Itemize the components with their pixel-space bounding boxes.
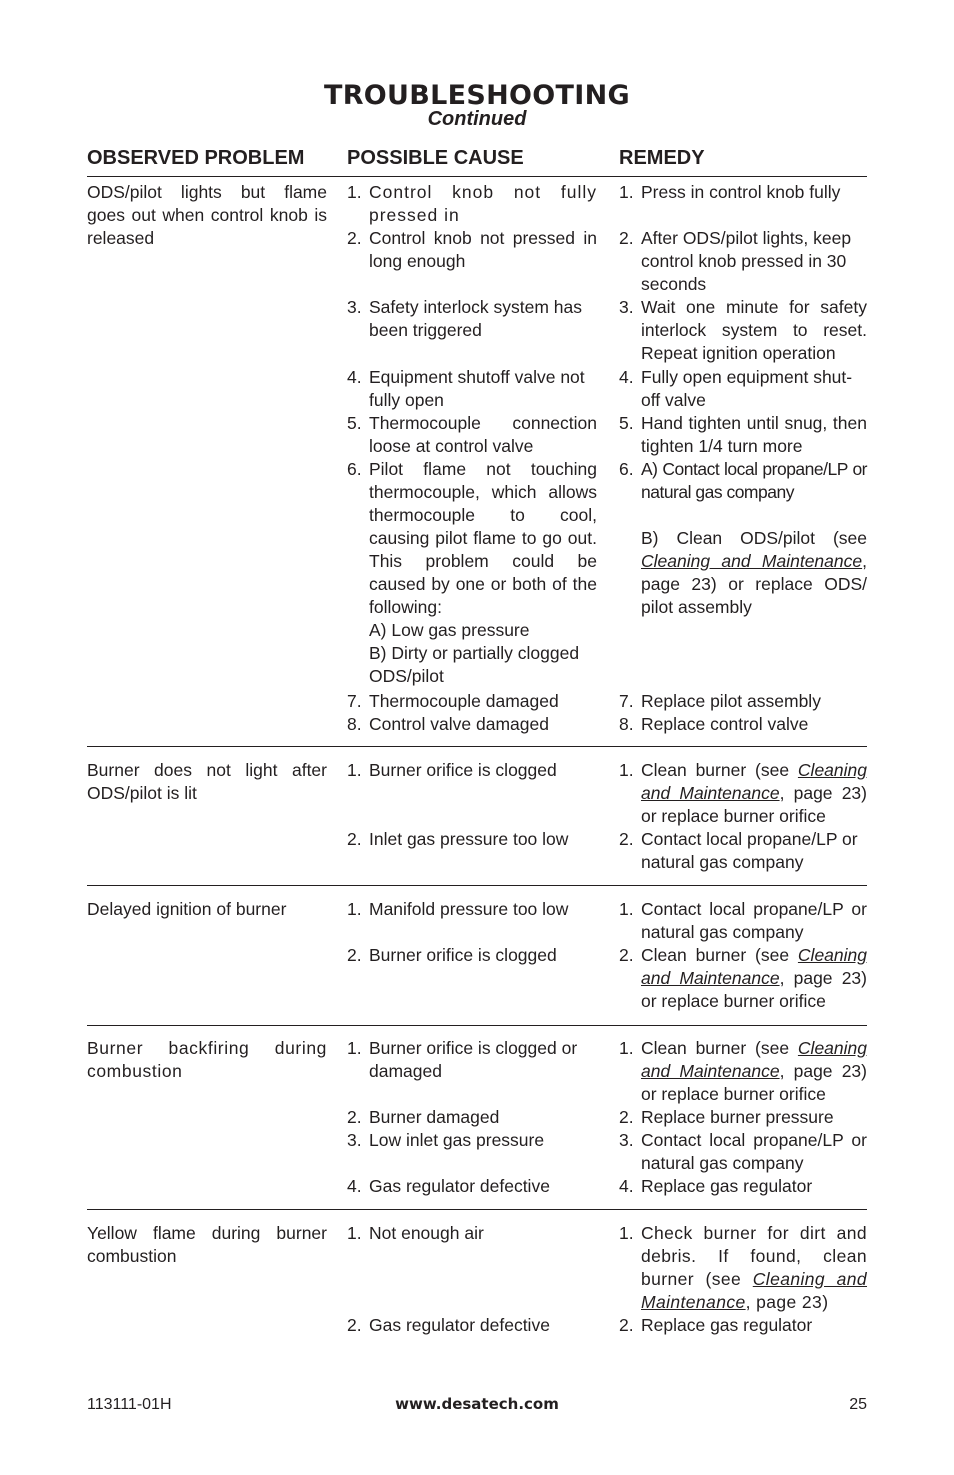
website-link[interactable]: www.desatech.com — [395, 1395, 559, 1413]
possible-cause: 7. Thermocouple damaged — [347, 691, 559, 711]
remedy: 2. Replace burner pressure — [619, 1107, 834, 1127]
remedy: 4. Replace gas regulator — [619, 1176, 813, 1196]
possible-cause: 2. Gas regulator defective — [347, 1315, 550, 1335]
remedy: 1. Press in control knob fully — [619, 182, 841, 202]
remedy: 6. A) Contact local propane/LP or natural gas company B) Clean ODS/pilot (see Cleaning and Maintenance, page 23) or replace ODS/ pilot assembly — [619, 459, 867, 617]
header-divider — [87, 176, 867, 177]
remedy: 1. Clean burner (see Cleaning and Maintenance, page 23) or replace burner orifice — [619, 1038, 867, 1104]
remedy: 5. Hand tighten until snug, then tighten 1/4 turn more — [619, 413, 867, 456]
column-header-remedy: REMEDY — [619, 147, 705, 169]
observed-problem: Yellow flame during burner combustion — [87, 1223, 327, 1266]
cleaning-and-maintenance-link[interactable]: Cleaning and Maintenance — [641, 945, 867, 988]
page-subtitle: Continued — [427, 108, 527, 130]
remedy: 3. Contact local propane/LP or natural gas company — [619, 1130, 867, 1173]
possible-cause: 1. Manifold pressure too low — [347, 899, 569, 919]
possible-cause: 1. Not enough air — [347, 1223, 484, 1243]
possible-cause: 2. Burner damaged — [347, 1107, 500, 1127]
possible-cause: 1. Burner orifice is clogged or damaged — [347, 1038, 578, 1081]
possible-cause: 4. Gas regulator defective — [347, 1176, 550, 1196]
possible-cause: 1. Control knob not fully pressed in — [347, 182, 597, 225]
remedy: 8. Replace control valve — [619, 714, 809, 734]
remedy: 2. After ODS/pilot lights, keep control knob pressed in 30 seconds — [619, 228, 852, 294]
observed-problem: ODS/pilot lights but flame goes out when control knob is released — [87, 182, 327, 248]
group-divider — [87, 1025, 867, 1026]
column-header-possible-cause: POSSIBLE CAUSE — [347, 147, 524, 169]
observed-problem: Burner backfiring during combustion — [87, 1038, 327, 1081]
group-divider — [87, 746, 867, 747]
remedy: 7. Replace pilot assembly — [619, 691, 821, 711]
cleaning-and-maintenance-link[interactable]: Cleaning and Maintenance — [641, 551, 863, 571]
remedy: 2. Clean burner (see Cleaning and Maintenance, page 23) or replace burner orifice — [619, 945, 867, 1011]
observed-problem: Delayed ignition of burner — [87, 899, 287, 919]
cleaning-and-maintenance-link[interactable]: Cleaning and Maintenance — [641, 1038, 867, 1081]
possible-cause: 1. Burner orifice is clogged — [347, 760, 557, 780]
possible-cause: 3. Low inlet gas pressure — [347, 1130, 545, 1150]
possible-cause: 5. Thermocouple connection loose at control valve — [347, 413, 597, 456]
possible-cause: 6. Pilot flame not touching thermocouple, which allows thermocouple to cool, causing pilot flame to go out. This problem could be caused by one or both of the following: A) Low gas pressure B) Dirty or partially clogged ODS/pilot — [347, 459, 597, 686]
cleaning-and-maintenance-link[interactable]: Cleaning and Maintenance — [641, 760, 867, 803]
remedy: 4. Fully open equipment shut-off valve — [619, 367, 853, 410]
remedy: 1. Contact local propane/LP or natural gas company — [619, 899, 867, 942]
possible-cause: 3. Safety interlock system has been triggered — [347, 297, 582, 340]
possible-cause: 2. Inlet gas pressure too low — [347, 829, 569, 849]
page-number: 25 — [849, 1396, 867, 1413]
possible-cause: 8. Control valve damaged — [347, 714, 549, 734]
remedy: 1. Clean burner (see Cleaning and Maintenance, page 23) or replace burner orifice — [619, 760, 867, 826]
remedy: 3. Wait one minute for safety interlock system to reset. Repeat ignition operation — [619, 297, 867, 363]
group-divider — [87, 885, 867, 886]
cleaning-and-maintenance-link[interactable]: Cleaning and Maintenance — [641, 1269, 868, 1312]
remedy: 2. Replace gas regulator — [619, 1315, 813, 1335]
possible-cause: 2. Control knob not pressed in long enough — [347, 228, 597, 271]
observed-problem: Burner does not light after ODS/pilot is lit — [87, 760, 327, 803]
possible-cause: 4. Equipment shutoff valve not fully open — [347, 367, 585, 410]
document-number: 113111-01H — [87, 1396, 172, 1413]
possible-cause: 2. Burner orifice is clogged — [347, 945, 557, 965]
remedy: 1. Check burner for dirt and debris. If found, clean burner (see Cleaning and Maintenance, page 23) — [619, 1223, 868, 1312]
group-divider — [87, 1209, 867, 1210]
page-title: TROUBLESHOOTING — [324, 80, 630, 111]
column-header-observed-problem: OBSERVED PROBLEM — [87, 147, 305, 169]
remedy: 2. Contact local propane/LP or natural gas company — [619, 829, 858, 872]
